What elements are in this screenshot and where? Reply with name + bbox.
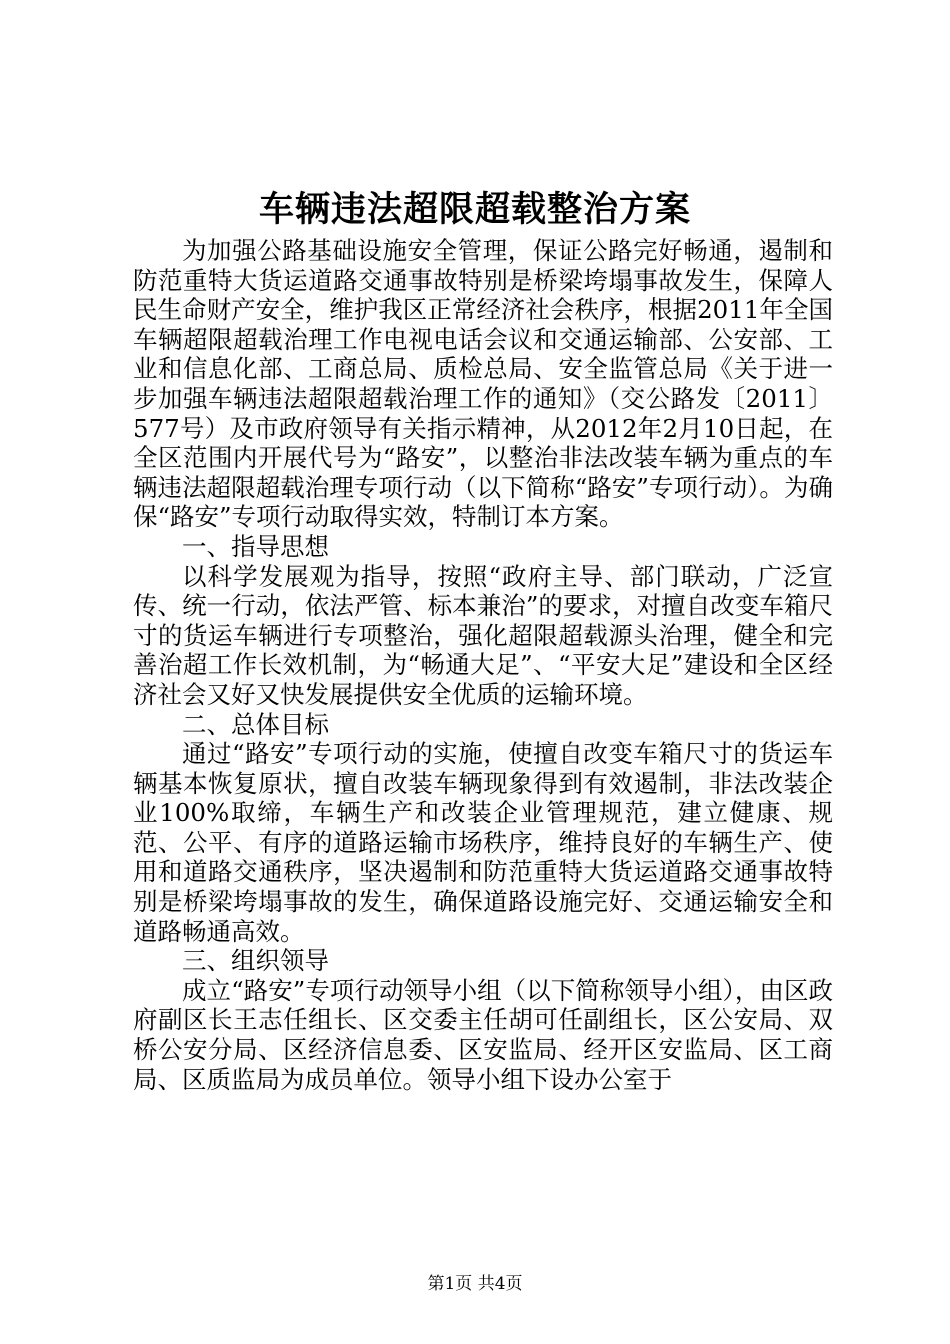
section-heading-overall-goal: 二、总体目标	[182, 709, 329, 739]
section-heading-organization: 三、组织领导	[182, 946, 329, 976]
organization-paragraph: 成立“路安”专项行动领导小组（以下简称领导小组），由区政府副区长王志任组长、区交委主任胡可任副组长，区公安局、双桥公安分局、区经济信息委、区安监局、经开区安监局、区工商局、区质监局为成员单位。领导小组下设办公室于	[133, 975, 833, 1094]
page-number-footer: 第1页 共4页	[427, 1274, 523, 1294]
overall-goal-paragraph: 通过“路安”专项行动的实施，使擅自改变车箱尺寸的货运车辆基本恢复原状，擅自改装车辆现象得到有效遏制，非法改装企业100%取缔，车辆生产和改装企业管理规范，建立健康、规范、公平、有序的道路运输市场秩序，维持良好的车辆生产、使用和道路交通秩序，坚决遏制和防范重特大货运道路交通事故特别是桥梁垮塌事故的发生，确保道路设施完好、交通运输安全和道路畅通高效。	[133, 739, 833, 946]
document-title: 车辆违法超限超载整治方案	[258, 189, 691, 230]
document-body	[133, 236, 833, 1094]
intro-paragraph: 为加强公路基础设施安全管理，保证公路完好畅通，遏制和防范重特大货运道路交通事故特别是桥梁垮塌事故发生，保障人民生命财产安全，维护我区正常经济社会秩序，根据2011年全国车辆超限超载治理工作电视电话会议和交通运输部、公安部、工业和信息化部、工商总局、质检总局、安全监管总局《关于进一步加强车辆违法超限超载治理工作的通知》（交公路发〔2011〕577号）及市政府领导有关指示精神，从2012年2月10日起，在全区范围内开展代号为“路安”，以整治非法改装车辆为重点的车辆违法超限超载治理专项行动（以下简称“路安”专项行动）。为确保“路安”专项行动取得实效，特制订本方案。	[133, 236, 833, 532]
section-heading-guiding-ideology: 一、指导思想	[182, 531, 329, 561]
guiding-ideology-paragraph: 以科学发展观为指导，按照“政府主导、部门联动，广泛宣传、统一行动，依法严管、标本兼治”的要求，对擅自改变车箱尺寸的货运车辆进行专项整治，强化超限超载源头治理，健全和完善治超工作长效机制，为“畅通大足”、“平安大足”建设和全区经济社会又好又快发展提供安全优质的运输环境。	[133, 561, 833, 709]
